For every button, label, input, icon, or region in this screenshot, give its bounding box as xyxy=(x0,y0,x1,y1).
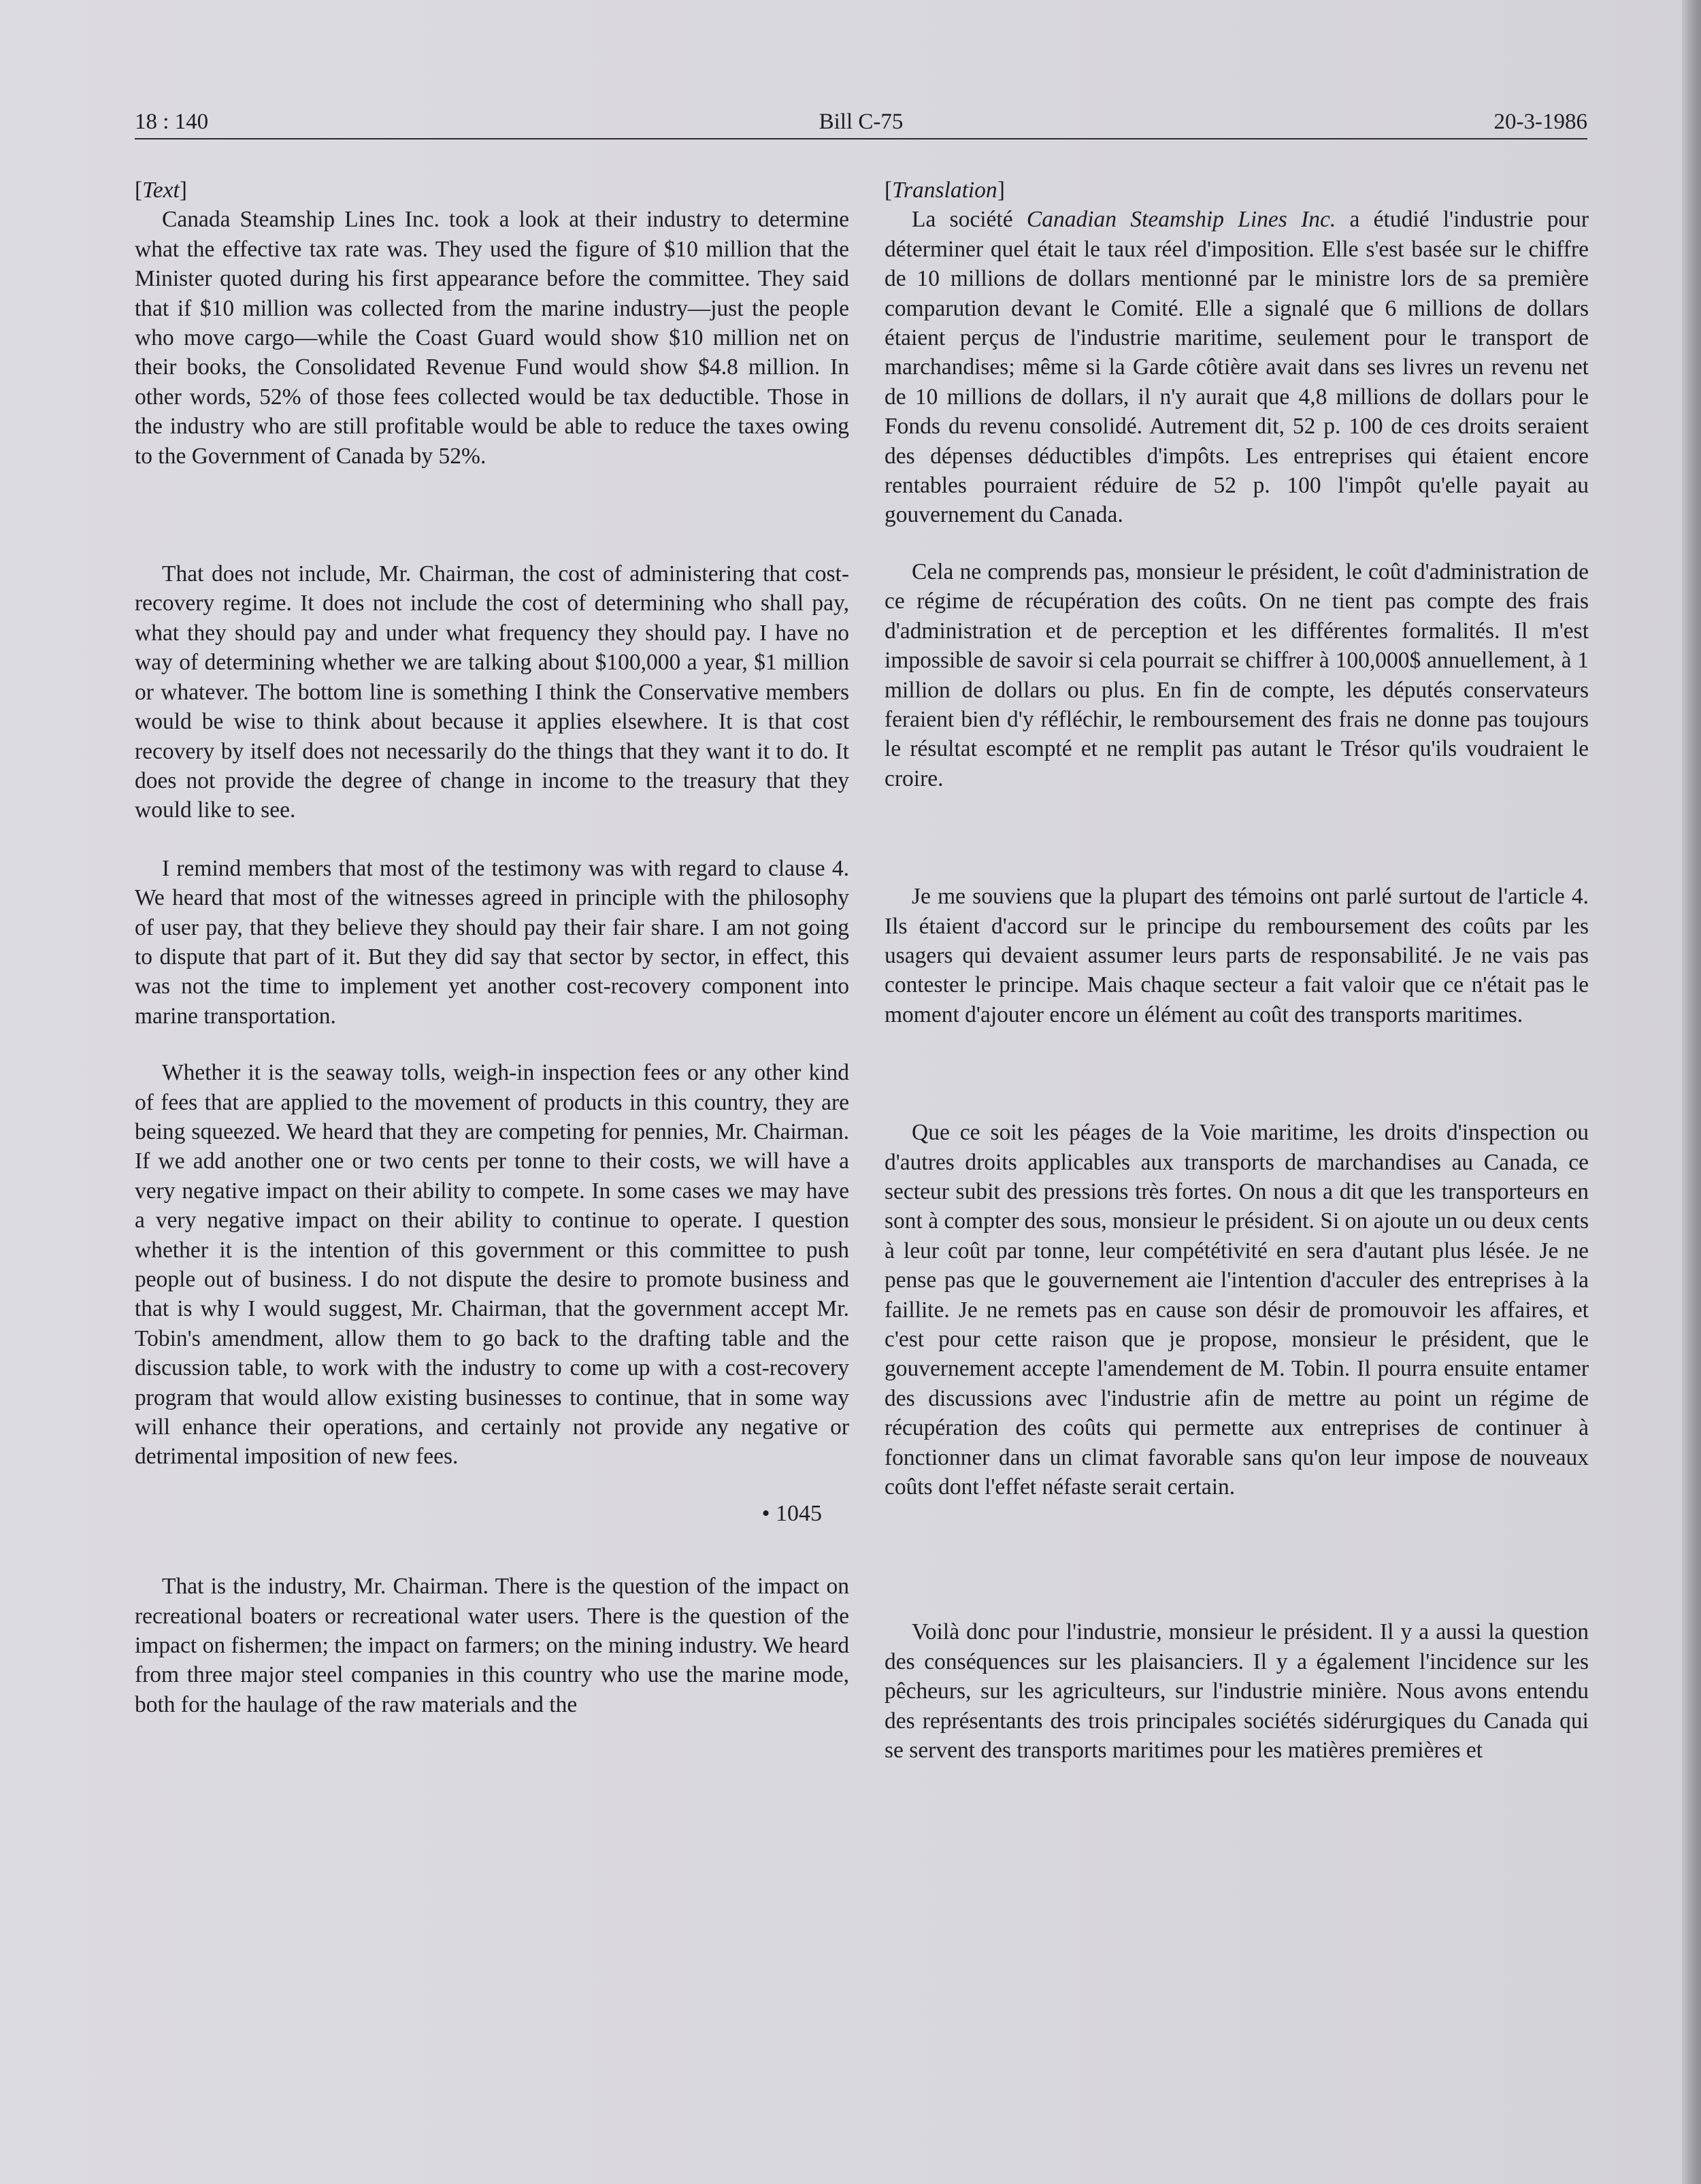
french-paragraph-3: Je me souviens que la plupart des témoins ont parlé surtout de l'article 4. Ils étaient d'accord sur le principe du remboursement des coûts par les usagers qui devaient assumer leurs parts de responsabilité. Je ne vais pas contester le principe. Mais chaque secteur a fait valoir que ce n'était pas le moment d'ajouter encore un élément au coût des transports maritimes. xyxy=(885,884,1589,1027)
english-paragraph-4: Whether it is the seaway tolls, weigh-in inspection fees or any other kind of fees that are applied to the movement of products in this country, they are being squeezed. We heard that they are competing for pennies, Mr. Chairman. If we add another one or two cents per tonne to their costs, we will have a very negative impact on their ability to compete. In some cases we may have a very negative impact on their ability to continue to operate. I question whether it is the intention of this government or this committee to push people out of business. I do not dispute the desire to promote business and that is why I would suggest, Mr. Chairman, that the government accept Mr. Tobin's amendment, allow them to go back to the drafting table and the discussion table, to work with the industry to come up with a cost-recovery program that would allow existing businesses to continue, that in some way will enhance their operations, and certainly not provide any negative or detrimental imposition of new fees. xyxy=(135,1060,849,1470)
time-marker: • 1045 xyxy=(761,1500,822,1526)
english-column xyxy=(135,176,849,1719)
header-rule xyxy=(135,138,1587,139)
page-binding-edge xyxy=(1682,0,1701,2184)
french-paragraph-4: Que ce soit les péages de la Voie maritime, les droits d'inspection ou d'autres droits applicables aux transports de marchandises au Canada, ce secteur subit des pressions très fortes. On nous a dit que les transporteurs en sont à compter des sous, monsieur le président. Si on ajoute un ou deux cents à leur coût par tonne, leur compététivité en sera d'autant plus lésée. Je ne pense pas que le gouvernement aie l'intention d'acculer des entreprises à la faillite. Je ne remets pas en cause son désir de promouvoir les affaires, et c'est pour cette raison que je propose, monsieur le président, que le gouvernement accepte l'amendement de M. Tobin. Il pourra ensuite entamer des discussions avec l'industrie afin de mettre au point un régime de récupération des coûts qui permette aux entreprises de continuer à fonctionner dans un climat favorable sans qu'on leur impose de nouveaux coûts dont l'effet néfaste serait certain. xyxy=(885,1120,1589,1500)
french-paragraph-2: Cela ne comprends pas, monsieur le président, le coût d'administration de ce régime de récupération des coûts. On ne tient pas compte des frais d'administration et de perception et les différentes formalités. Il m'est impossible de savoir si cela pourrait se chiffrer à 100,000$ annuellement, à 1 million de dollars ou plus. En fin de compte, les députés conservateurs feraient bien d'y réfléchir, le remboursement des frais ne donne pas toujours le résultat escompté et ne remplit pas autant le Trésor qu'ils voudraient le croire. xyxy=(885,559,1589,791)
sitting-date: 20-3-1986 xyxy=(1493,110,1587,134)
running-header xyxy=(135,102,1587,142)
bill-title: Bill C-75 xyxy=(819,110,904,134)
english-paragraph-3: I remind members that most of the testimony was with regard to clause 4. We heard that most of the witnesses agreed in principle with the philosophy of user pay, that they believe they should pay their fair share. I am not going to dispute that part of it. But they did say that sector by sector, in effect, this was not the time to implement yet another cost-recovery component into marine transportation. xyxy=(135,855,849,1029)
french-paragraph-1: La société Canadian Steamship Lines Inc. a étudié l'industrie pour déterminer quel était le taux réel d'imposition. Elle s'est basée sur le chiffre de 10 millions de dollars mentionné par le ministre lors de sa première comparution devant le Comité. Elle a signalé que 6 millions de dollars étaient perçus de l'industrie maritime, seulement pour le transport de marchandises; même si la Garde côtière avait dans ses livres un revenu net de 10 millions de dollars, il n'y aurait que 4,8 millions de dollars pour le Fonds du revenu consolidé. Autrement dit, 52 p. 100 de ces droits seraient des dépenses déductibles d'impôts. Les entreprises qui étaient encore rentables pourraient réduire de 52 p. 100 l'impôt qu'elle payait au gouvernement du Canada. xyxy=(885,207,1589,528)
french-paragraph-5: Voilà donc pour l'industrie, monsieur le président. Il y a aussi la question des conséquences sur les plaisanciers. Il y a également l'incidence sur les pêcheurs, sur les agriculteurs, sur l'industrie minière. Nous avons entendu des représentants des trois principales sociétés sidérurgiques du Canada qui se servent des transports maritimes pour les matières premières et xyxy=(885,1619,1589,1764)
text-label: [Text] xyxy=(135,178,187,203)
french-column xyxy=(885,176,1589,1765)
english-paragraph-2: That does not include, Mr. Chairman, the cost of administering that cost-recovery regime. It does not include the cost of determining who shall pay, what they should pay and under what frequency they should pay. I have no way of determining whether we are talking about $100,000 a year, $1 million or whatever. The bottom line is something I think the Conservative members would be wise to think about because it applies elsewhere. It is that cost recovery by itself does not necessarily do the things that they want it to do. It does not provide the degree of change in income to the treasury that they would like to see. xyxy=(135,561,849,823)
english-paragraph-5: That is the industry, Mr. Chairman. There is the question of the impact on recreational boaters or recreational water users. There is the question of the impact on fishermen; the impact on farmers; on the mining industry. We heard from three major steel companies in this country who use the marine mode, both for the haulage of the raw materials and the xyxy=(135,1574,849,1717)
page-number: 18 : 140 xyxy=(135,110,209,134)
translation-label: [Translation] xyxy=(885,178,1005,203)
english-paragraph-1: Canada Steamship Lines Inc. took a look at their industry to determine what the effective tax rate was. They used the figure of $10 million that the Minister quoted during his first appearance before the committee. They said that if $10 million was collected from the marine industry—just the people who move cargo—while the Coast Guard would show $10 million net on their books, the Consolidated Revenue Fund would show $4.8 million. In other words, 52% of those fees collected would be tax deductible. Those in the industry who are still profitable would be able to reduce the taxes owing to the Government of Canada by 52%. xyxy=(135,207,849,469)
